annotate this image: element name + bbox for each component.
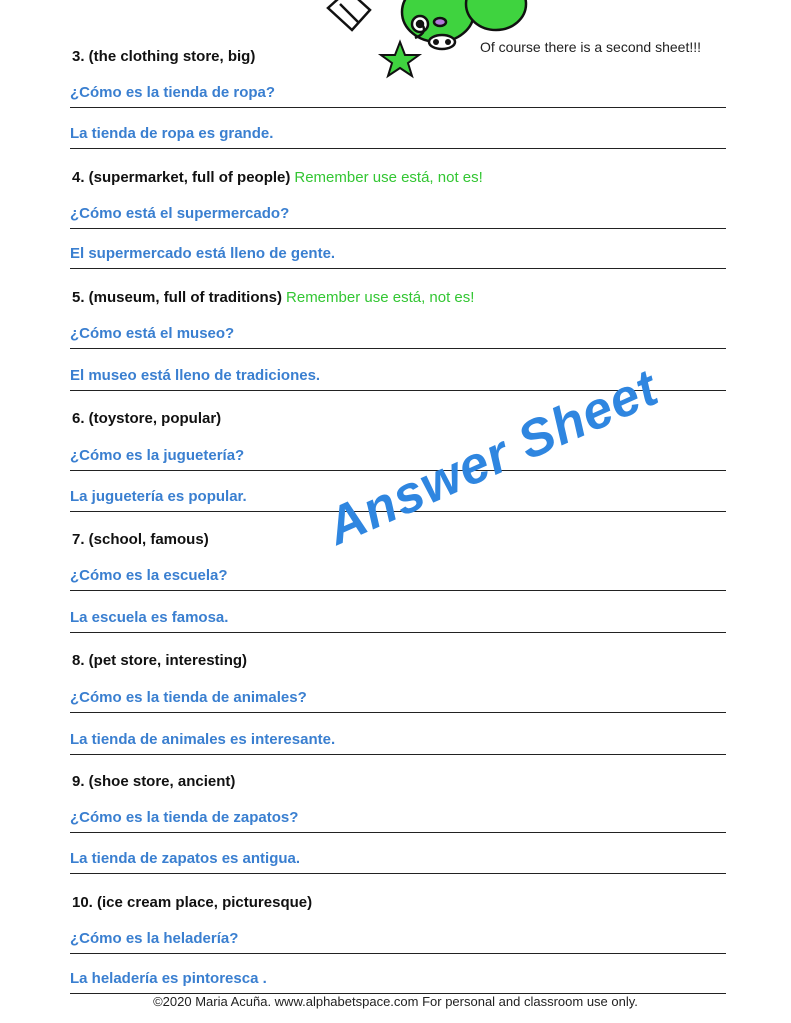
exercise-prompt-10: 10. (ice cream place, picturesque)	[72, 894, 313, 911]
answer-line-10: La heladería es pintoresca .	[70, 969, 726, 994]
reminder-note: Remember use está, not es!	[286, 289, 475, 306]
exercise-prompt-9: 9. (shoe store, ancient)	[72, 773, 236, 790]
answer-line-3: La tienda de ropa es grande.	[70, 124, 726, 149]
exercise-prompt-5: 5. (museum, full of traditions) Remember use está, not es!	[72, 289, 475, 306]
exercise-prompt-3: 3. (the clothing store, big)	[72, 48, 256, 65]
copyright-footer: ©2020 Maria Acuña. www.alphabetspace.com For personal and classroom use only.	[153, 994, 638, 1009]
exercise-prompt-8: 8. (pet store, interesting)	[72, 652, 248, 669]
exercise-prompt-6: 6. (toystore, popular)	[72, 410, 222, 427]
question-line-7: ¿Cómo es la escuela?	[70, 566, 726, 591]
question-line-10: ¿Cómo es la heladería?	[70, 929, 726, 954]
answer-line-6: La juguetería es popular.	[70, 487, 726, 512]
reminder-note: Remember use está, not es!	[294, 169, 483, 186]
answer-line-5: El museo está lleno de tradiciones.	[70, 366, 726, 391]
answer-sheet-watermark: Answer Sheet	[318, 358, 667, 557]
exercise-prompt-4: 4. (supermarket, full of people) Remember use está, not es!	[72, 169, 483, 186]
second-sheet-note: Of course there is a second sheet!!!	[480, 39, 702, 55]
answer-line-8: La tienda de animales es interesante.	[70, 730, 726, 755]
answer-line-4: El supermercado está lleno de gente.	[70, 244, 726, 269]
question-line-4: ¿Cómo está el supermercado?	[70, 204, 726, 229]
answer-line-7: La escuela es famosa.	[70, 608, 726, 633]
question-line-6: ¿Cómo es la juguetería?	[70, 446, 726, 471]
question-line-9: ¿Cómo es la tienda de zapatos?	[70, 808, 726, 833]
question-line-3: ¿Cómo es la tienda de ropa?	[70, 83, 726, 108]
answer-line-9: La tienda de zapatos es antigua.	[70, 849, 726, 874]
question-line-5: ¿Cómo está el museo?	[70, 324, 726, 349]
exercise-prompt-7: 7. (school, famous)	[72, 531, 209, 548]
question-line-8: ¿Cómo es la tienda de animales?	[70, 688, 726, 713]
